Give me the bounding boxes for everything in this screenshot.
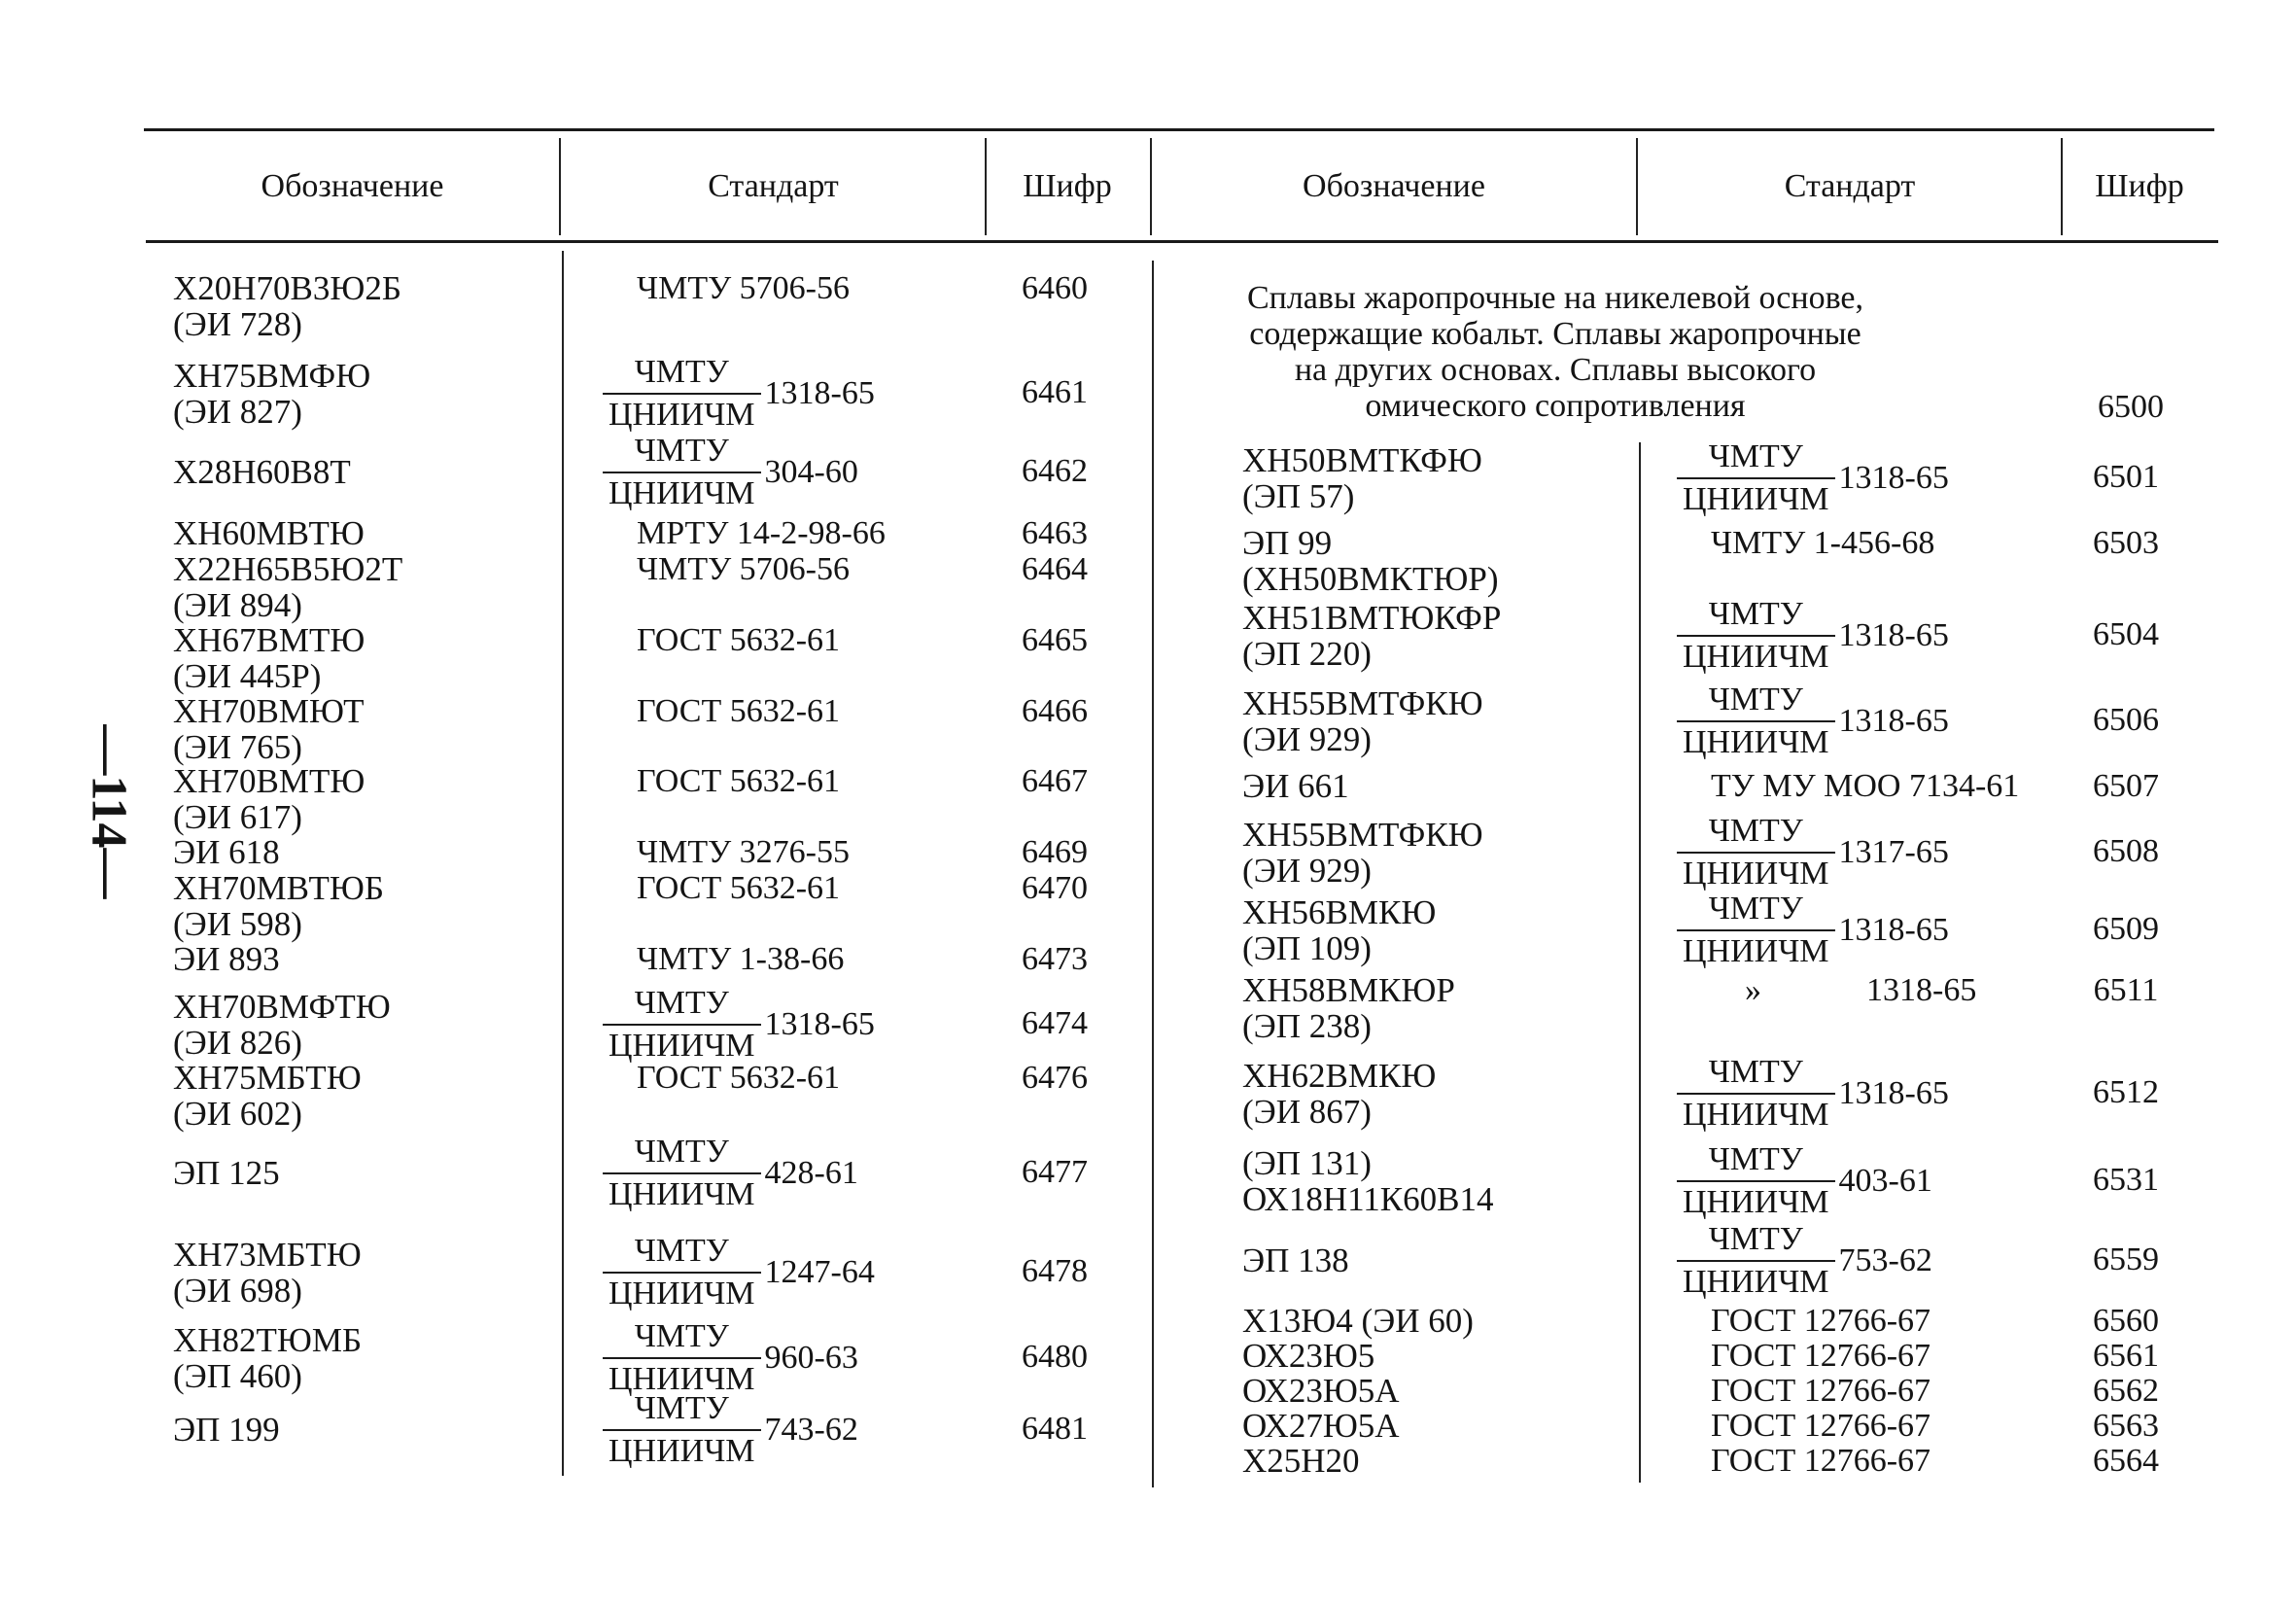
section-heading-line: на других основах. Сплавы высокого: [1294, 352, 1817, 388]
designation-line: ХН70ВМТЮ: [173, 762, 365, 800]
standard-number: 743-62: [764, 1412, 858, 1448]
designation-line: (ЭИ 602): [173, 1095, 302, 1133]
designation-cell: [1242, 1408, 1400, 1444]
fraction-numerator: ЧМТУ: [1677, 681, 1835, 722]
designation-line: Х22Н65В5Ю2Т: [173, 550, 403, 588]
designation-line: ХН58ВМКЮР: [1242, 971, 1455, 1009]
designation-cell: [173, 693, 365, 765]
standard-fraction: [1677, 595, 1949, 677]
designation-cell: [1242, 1373, 1400, 1409]
fraction: [603, 353, 761, 435]
code-cell: 6561: [2093, 1338, 2159, 1374]
designation-line: ЭП 138: [1242, 1241, 1349, 1279]
designation-line: (ЭИ 929): [1242, 720, 1372, 758]
designation-line: (ЭИ 617): [173, 798, 302, 836]
designation-line: (ЭП 131): [1242, 1144, 1372, 1182]
designation-line: ЭП 199: [173, 1411, 280, 1449]
standard-number: 428-61: [764, 1155, 858, 1191]
standard-cell: ЧМТУ 3276-55: [637, 834, 850, 870]
designation-line: ХН70МВТЮБ: [173, 869, 385, 907]
designation-line: (ХН50ВМКТЮР): [1242, 560, 1499, 598]
standard-fraction: [1677, 681, 1949, 762]
designation-line: (ЭП 109): [1242, 929, 1372, 967]
center-divider: [1152, 261, 1154, 1487]
fraction-denominator: ЦНИИЧМ: [609, 1433, 755, 1469]
standard-number: 960-63: [764, 1340, 858, 1376]
code-cell: 6507: [2093, 768, 2159, 804]
column-divider: [1639, 442, 1641, 1483]
fraction: [1677, 1140, 1835, 1222]
standard-cell: ГОСТ 5632-61: [637, 1060, 841, 1096]
code-cell: 6460: [1022, 270, 1088, 306]
standard-fraction: [603, 353, 875, 435]
code-cell: 6474: [1022, 1005, 1088, 1041]
designation-line: ХН62ВМКЮ: [1242, 1057, 1437, 1095]
standard-cell: ГОСТ 5632-61: [637, 693, 841, 729]
code-cell: 6477: [1022, 1154, 1088, 1190]
standard-fraction: [1677, 1053, 1949, 1135]
fraction: [603, 1317, 761, 1399]
fraction-numerator: ЧМТУ: [603, 353, 761, 395]
fraction: [1677, 595, 1835, 677]
code-cell: 6465: [1022, 622, 1088, 658]
designation-line: ХН55ВМТФКЮ: [1242, 816, 1483, 854]
designation-line: Х13Ю4 (ЭИ 60): [1242, 1302, 1474, 1340]
designation-cell: [173, 1412, 280, 1448]
code-cell: 6559: [2093, 1241, 2159, 1277]
designation-line: (ЭИ 827): [173, 393, 302, 431]
section-heading: [1205, 280, 1905, 424]
designation-line: ОХ18Н11К60В14: [1242, 1180, 1494, 1218]
fraction-denominator: ЦНИИЧМ: [609, 1276, 755, 1311]
fraction-denominator: ЦНИИЧМ: [1683, 933, 1829, 969]
designation-cell: [1242, 1338, 1374, 1374]
code-cell: 6509: [2093, 911, 2159, 947]
header-designation-left: Обозначение: [261, 168, 444, 204]
designation-line: ОХ27Ю5А: [1242, 1407, 1400, 1445]
fraction: [603, 432, 761, 513]
standard-number: 1318-65: [1838, 460, 1949, 496]
fraction-denominator: ЦНИИЧМ: [609, 1176, 755, 1212]
fraction-numerator: ЧМТУ: [603, 1389, 761, 1431]
designation-line: (ЭП 238): [1242, 1007, 1372, 1045]
designation-cell: [1242, 1443, 1360, 1479]
designation-line: (ЭП 460): [173, 1357, 302, 1395]
standard-cell: ГОСТ 12766-67: [1711, 1373, 1931, 1409]
designation-line: ХН75МБТЮ: [173, 1059, 362, 1097]
standard-fraction: [1677, 1220, 1932, 1302]
designation-cell: [173, 1322, 362, 1394]
designation-line: ОХ23Ю5А: [1242, 1372, 1400, 1410]
standard-cell: ЧМТУ 1-38-66: [637, 941, 845, 977]
designation-cell: [1242, 1058, 1436, 1130]
fraction-numerator: ЧМТУ: [603, 1133, 761, 1174]
designation-line: Х25Н20: [1242, 1442, 1360, 1480]
header-code-right: Шифр: [2095, 168, 2184, 204]
code-cell: 6473: [1022, 941, 1088, 977]
fraction: [603, 1232, 761, 1313]
designation-line: ХН60МВТЮ: [173, 514, 365, 552]
fraction-denominator: ЦНИИЧМ: [609, 475, 755, 511]
standard-cell: ЧМТУ 1-456-68: [1711, 525, 1935, 561]
standard-cell: ГОСТ 5632-61: [637, 870, 841, 906]
designation-line: (ЭИ 598): [173, 905, 302, 943]
fraction-denominator: ЦНИИЧМ: [1683, 481, 1829, 517]
fraction: [603, 1133, 761, 1214]
designation-line: (ЭИ 765): [173, 728, 302, 766]
designation-line: ХН50ВМТКФЮ: [1242, 441, 1482, 479]
code-cell: 6508: [2093, 833, 2159, 869]
fraction-numerator: ЧМТУ: [1677, 595, 1835, 637]
designation-cell: [1242, 972, 1455, 1044]
designation-line: (ЭП 220): [1242, 635, 1372, 673]
standard-cell: ГОСТ 12766-67: [1711, 1303, 1931, 1339]
fraction-denominator: ЦНИИЧМ: [1683, 1264, 1829, 1300]
designation-line: ЭП 99: [1242, 524, 1333, 562]
designation-line: ХН51ВМТЮКФР: [1242, 599, 1502, 637]
column-divider: [562, 251, 564, 1476]
fraction: [603, 1389, 761, 1471]
designation-cell: [1242, 768, 1349, 804]
standard-fraction: [603, 1317, 858, 1399]
fraction-denominator: ЦНИИЧМ: [609, 397, 755, 433]
code-cell: 6469: [1022, 834, 1088, 870]
standard-ditto-mark: »: [1745, 972, 1761, 1008]
designation-line: (ЭИ 698): [173, 1272, 302, 1310]
fraction-denominator: ЦНИИЧМ: [609, 1028, 755, 1064]
designation-cell: [173, 454, 351, 490]
code-cell: 6503: [2093, 525, 2159, 561]
standard-number: 1318-65: [1838, 1075, 1949, 1111]
designation-line: ХН75ВМФЮ: [173, 357, 371, 395]
designation-cell: [173, 834, 280, 870]
standard-number: 304-60: [764, 454, 858, 490]
code-cell: 6461: [1022, 374, 1088, 410]
designation-cell: [1242, 600, 1501, 672]
standard-cell: ЧМТУ 5706-56: [637, 270, 850, 306]
header-divider: [1636, 138, 1638, 235]
designation-line: Х28Н60В8Т: [173, 453, 351, 491]
designation-cell: [1242, 817, 1483, 889]
code-cell: 6480: [1022, 1339, 1088, 1375]
header-code-left: Шифр: [1023, 168, 1112, 204]
fraction-denominator: ЦНИИЧМ: [609, 1361, 755, 1397]
designation-line: (ЭИ 728): [173, 305, 302, 343]
standard-fraction: [1677, 1140, 1932, 1222]
fraction: [1677, 1220, 1835, 1302]
code-cell: 6511: [2093, 972, 2159, 1008]
designation-line: ХН56ВМКЮ: [1242, 893, 1437, 931]
section-heading-line: Сплавы жаропрочные на никелевой основе,: [1246, 280, 1864, 316]
fraction: [1677, 890, 1835, 971]
standard-number: 1318-65: [1838, 912, 1949, 948]
designation-line: (ЭИ 894): [173, 586, 302, 624]
code-cell: 6464: [1022, 551, 1088, 587]
designation-cell: [1242, 685, 1483, 757]
code-cell: 6560: [2093, 1303, 2159, 1339]
standard-number: 1318-65: [764, 1006, 875, 1042]
code-cell: 6562: [2093, 1373, 2159, 1409]
designation-cell: [173, 763, 365, 835]
designation-line: ХН55ВМТФКЮ: [1242, 684, 1483, 722]
code-cell: 6467: [1022, 763, 1088, 799]
standard-number: 1318-65: [1838, 617, 1949, 653]
section-heading-line: содержащие кобальт. Сплавы жаропрочные: [1249, 316, 1861, 352]
header-bottom-rule: [146, 240, 2218, 243]
standard-cell: МРТУ 14-2-98-66: [637, 515, 886, 551]
standard-fraction: [603, 432, 858, 513]
fraction-numerator: ЧМТУ: [603, 984, 761, 1026]
fraction: [603, 984, 761, 1066]
standard-cell: ГОСТ 12766-67: [1711, 1408, 1931, 1444]
code-cell: 6531: [2093, 1162, 2159, 1198]
designation-cell: [1242, 1242, 1349, 1278]
header-standard-left: Стандарт: [708, 168, 839, 204]
standard-number: 1318-65: [1838, 703, 1949, 739]
designation-cell: [1242, 1303, 1474, 1339]
header-designation-right: Обозначение: [1303, 168, 1485, 204]
fraction-numerator: ЧМТУ: [603, 1317, 761, 1359]
page-number: —114—: [81, 724, 137, 899]
designation-cell: [173, 941, 280, 977]
code-cell: 6476: [1022, 1060, 1088, 1096]
designation-line: ЭИ 661: [1242, 767, 1349, 805]
designation-cell: [1242, 525, 1499, 597]
code-cell: 6463: [1022, 515, 1088, 551]
standard-number: 1318-65: [1866, 972, 1977, 1008]
header-standard-right: Стандарт: [1784, 168, 1916, 204]
designation-cell: [173, 1155, 280, 1191]
fraction-numerator: ЧМТУ: [1677, 1140, 1835, 1182]
designation-line: ХН70ВМЮТ: [173, 692, 365, 730]
designation-cell: [173, 870, 384, 942]
designation-cell: [173, 551, 402, 623]
standard-cell: ГОСТ 5632-61: [637, 622, 841, 658]
code-cell: 6481: [1022, 1411, 1088, 1447]
designation-cell: [173, 1060, 362, 1132]
fraction: [1677, 437, 1835, 519]
designation-line: ЭП 125: [173, 1154, 280, 1192]
code-cell: 6506: [2093, 702, 2159, 738]
standard-cell: ГОСТ 5632-61: [637, 763, 841, 799]
standard-fraction: [603, 1389, 858, 1471]
fraction: [1677, 681, 1835, 762]
standard-fraction: [603, 1133, 858, 1214]
section-code: 6500: [2098, 389, 2164, 425]
fraction-numerator: ЧМТУ: [603, 432, 761, 473]
designation-line: (ЭП 57): [1242, 477, 1355, 515]
fraction-denominator: ЦНИИЧМ: [1683, 1097, 1829, 1133]
fraction-numerator: ЧМТУ: [1677, 1220, 1835, 1262]
designation-line: Х20Н70В3Ю2Б: [173, 269, 401, 307]
code-cell: 6512: [2093, 1074, 2159, 1110]
designation-line: (ЭИ 445Р): [173, 657, 322, 695]
standard-number: 1317-65: [1838, 834, 1949, 870]
fraction-numerator: ЧМТУ: [1677, 437, 1835, 479]
designation-cell: [173, 515, 365, 551]
designation-line: ХН70ВМФТЮ: [173, 988, 391, 1026]
standard-cell: ЧМТУ 5706-56: [637, 551, 850, 587]
standard-number: 1318-65: [764, 375, 875, 411]
designation-cell: [173, 270, 401, 342]
header-divider: [559, 138, 561, 235]
fraction: [1677, 1053, 1835, 1135]
fraction-numerator: ЧМТУ: [1677, 812, 1835, 854]
designation-cell: [1242, 442, 1482, 514]
standard-cell: ГОСТ 12766-67: [1711, 1443, 1931, 1479]
code-cell: 6504: [2093, 616, 2159, 652]
designation-line: (ЭИ 929): [1242, 852, 1372, 890]
standard-number: 753-62: [1838, 1242, 1932, 1278]
code-cell: 6501: [2093, 459, 2159, 495]
standard-fraction: [1677, 437, 1949, 519]
standard-fraction: [1677, 812, 1949, 893]
designation-line: ХН73МБТЮ: [173, 1236, 362, 1274]
fraction-numerator: ЧМТУ: [603, 1232, 761, 1274]
standard-number: 1247-64: [764, 1254, 875, 1290]
code-cell: 6564: [2093, 1443, 2159, 1479]
fraction-numerator: ЧМТУ: [1677, 890, 1835, 931]
designation-line: ЭИ 618: [173, 833, 280, 871]
section-heading-line: омического сопротивления: [1365, 388, 1746, 424]
code-cell: 6462: [1022, 453, 1088, 489]
code-cell: 6563: [2093, 1408, 2159, 1444]
designation-cell: [173, 989, 391, 1061]
designation-cell: [1242, 894, 1436, 966]
designation-line: ЭИ 893: [173, 940, 280, 978]
code-cell: 6466: [1022, 693, 1088, 729]
standard-cell: ГОСТ 12766-67: [1711, 1338, 1931, 1374]
table-top-rule: [144, 128, 2214, 131]
designation-cell: [173, 358, 370, 430]
fraction-denominator: ЦНИИЧМ: [1683, 639, 1829, 675]
standard-fraction: [603, 1232, 875, 1313]
fraction-denominator: ЦНИИЧМ: [1683, 856, 1829, 891]
designation-line: (ЭИ 826): [173, 1024, 302, 1062]
code-cell: 6478: [1022, 1253, 1088, 1289]
designation-cell: [173, 622, 365, 694]
designation-line: ОХ23Ю5: [1242, 1337, 1375, 1375]
designation-line: (ЭИ 867): [1242, 1093, 1372, 1131]
standard-number: 403-61: [1838, 1163, 1932, 1199]
fraction: [1677, 812, 1835, 893]
standard-cell: ТУ МУ МОО 7134-61: [1711, 768, 2020, 804]
designation-cell: [1242, 1145, 1493, 1217]
fraction-denominator: ЦНИИЧМ: [1683, 1184, 1829, 1220]
fraction-denominator: ЦНИИЧМ: [1683, 724, 1829, 760]
designation-line: ХН67ВМТЮ: [173, 621, 365, 659]
designation-line: ХН82ТЮМБ: [173, 1321, 363, 1359]
fraction-numerator: ЧМТУ: [1677, 1053, 1835, 1095]
standard-fraction: [603, 984, 875, 1066]
code-cell: 6470: [1022, 870, 1088, 906]
designation-cell: [173, 1237, 362, 1309]
standard-fraction: [1677, 890, 1949, 971]
